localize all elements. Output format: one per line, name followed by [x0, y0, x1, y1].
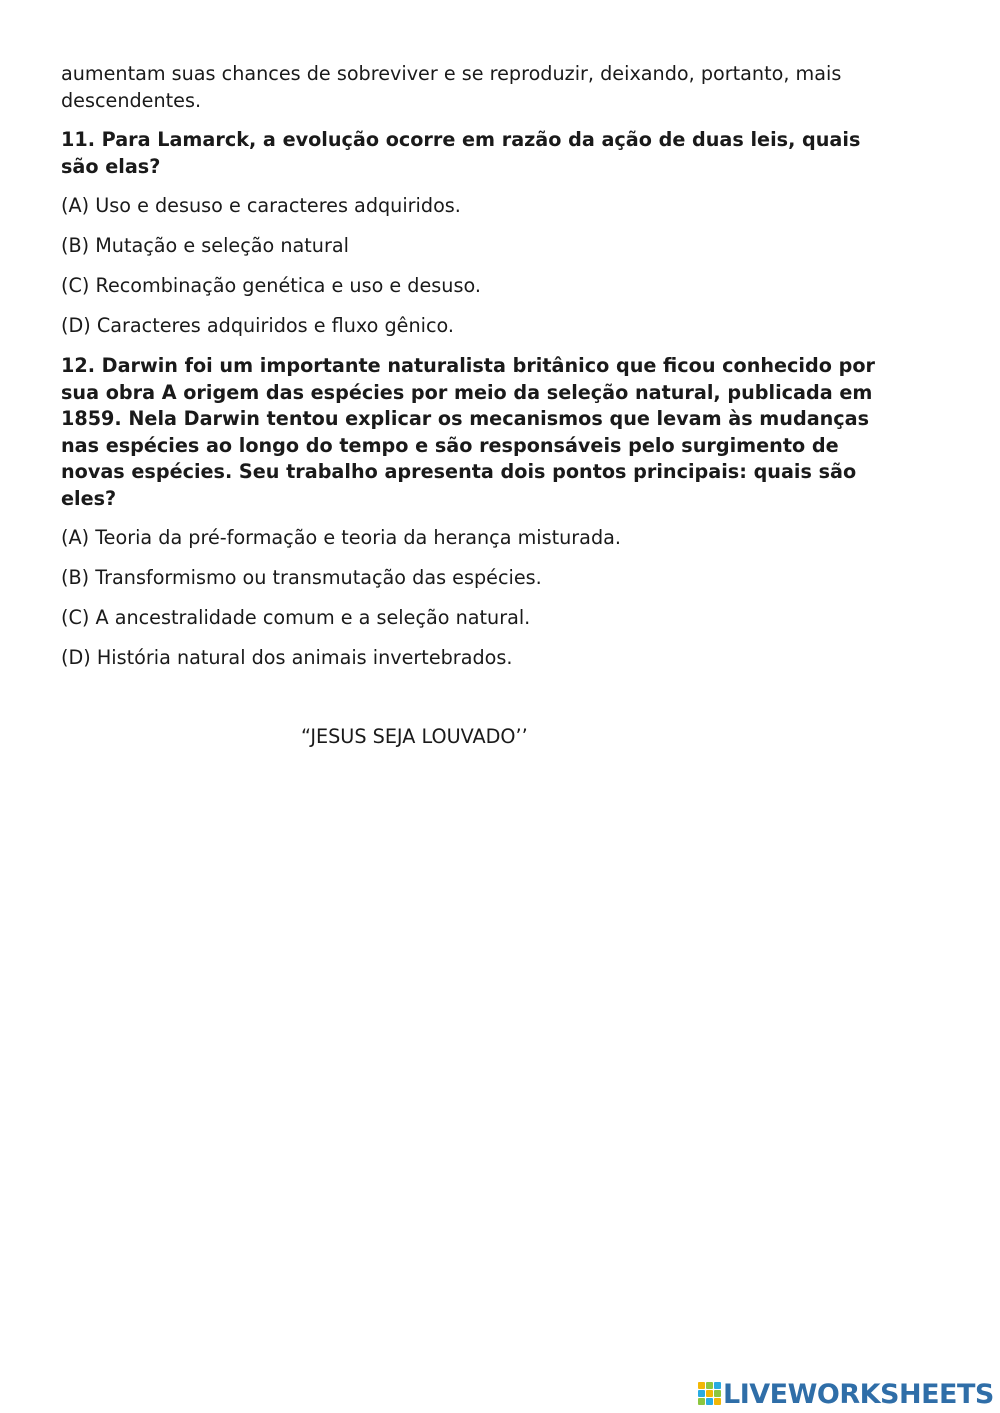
- liveworksheets-brand: [698, 1378, 994, 1410]
- question-11-text: [61, 127, 921, 180]
- question-12-option-c[interactable]: (C) A ancestralidade comum e a seleção natural.: [61, 606, 531, 629]
- question-12: [61, 353, 921, 672]
- question-12-text: [61, 353, 921, 512]
- question-line: sua obra A origem das espécies por meio da seleção natural, publicada em: [61, 380, 873, 404]
- question-line: 1859. Nela Darwin tentou explicar os mecanismos que levam às mudanças: [61, 407, 870, 430]
- question-line: 11. Para Lamarck, a evolução ocorre em razão da ação de duas leis, quais: [61, 128, 861, 151]
- question-11-option-b[interactable]: (B) Mutação e seleção natural: [61, 234, 349, 257]
- closing-phrase: “JESUS SEJA LOUVADO’’: [301, 725, 528, 748]
- question-11: [61, 127, 921, 340]
- worksheet-page: [61, 61, 921, 685]
- question-line: são elas?: [61, 154, 161, 178]
- question-line: eles?: [61, 486, 117, 510]
- liveworksheets-logo-icon: [698, 1382, 720, 1406]
- intro-line: aumentam suas chances de sobreviver e se reproduzir, deixando, portanto, mais: [61, 62, 842, 85]
- question-line: novas espécies. Seu trabalho apresenta dois pontos principais: quais são: [61, 460, 857, 483]
- intro-paragraph: [61, 61, 921, 114]
- liveworksheets-wordmark: LIVEWORKSHEETS: [723, 1378, 994, 1410]
- question-12-option-a[interactable]: (A) Teoria da pré-formação e teoria da herança misturada.: [61, 526, 621, 549]
- question-11-option-d[interactable]: (D) Caracteres adquiridos e fluxo gênico.: [61, 314, 455, 337]
- intro-line: descendentes.: [61, 88, 202, 112]
- question-12-option-d[interactable]: (D) História natural dos animais invertebrados.: [61, 646, 513, 669]
- question-12-option-b[interactable]: (B) Transformismo ou transmutação das espécies.: [61, 566, 542, 589]
- question-line: 12. Darwin foi um importante naturalista britânico que ficou conhecido por: [61, 354, 875, 377]
- question-line: nas espécies ao longo do tempo e são responsáveis pelo surgimento de: [61, 433, 839, 457]
- question-11-option-c[interactable]: (C) Recombinação genética e uso e desuso.: [61, 274, 481, 297]
- question-11-option-a[interactable]: (A) Uso e desuso e caracteres adquiridos.: [61, 194, 461, 217]
